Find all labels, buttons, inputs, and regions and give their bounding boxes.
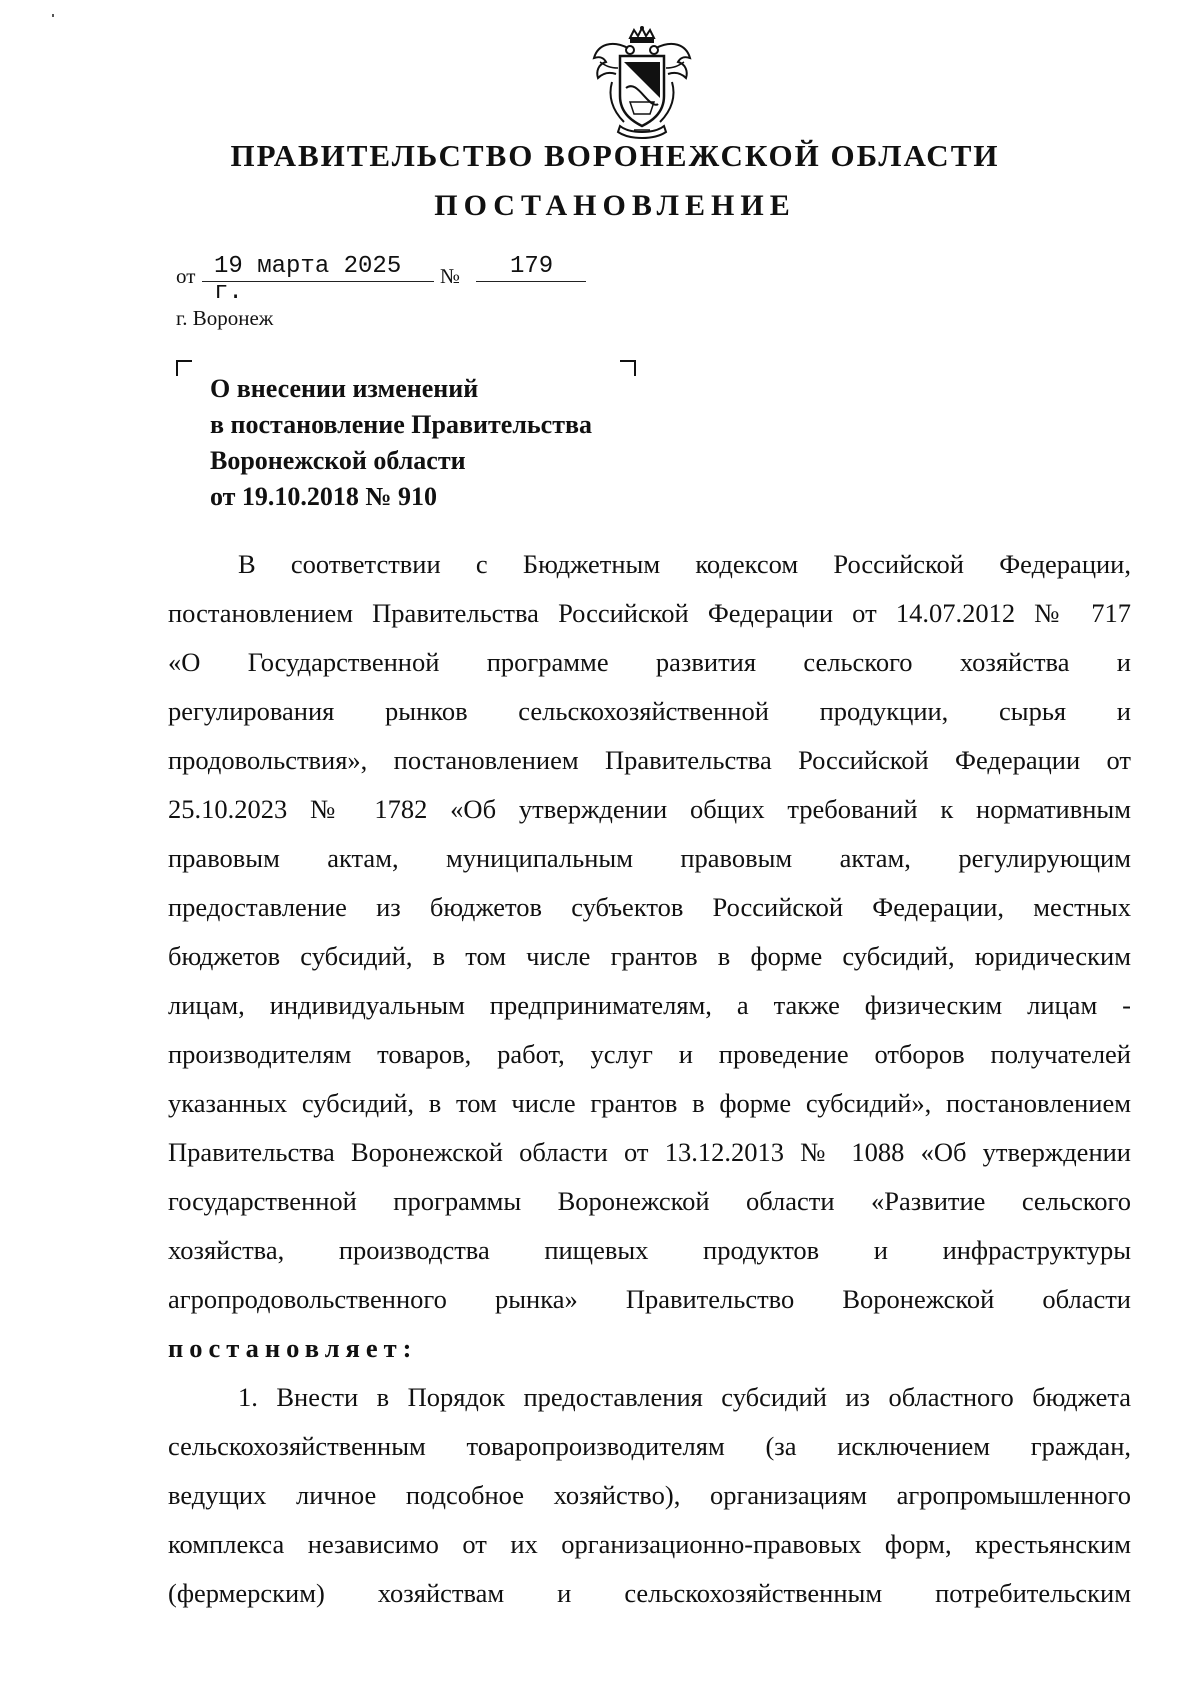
document-type-title: ПОСТАНОВЛЕНИЕ [434,189,796,222]
body-line: ведущих личное подсобное хозяйство), организациям агропромышленного [168,1480,1131,1510]
body-line: бюджетов субсидий, в том числе грантов в форме субсидий, юридическим [168,941,1131,971]
body-line: В соответствии с Бюджетным кодексом Российской Федерации, [238,549,1131,579]
body-line: регулирования рынков сельскохозяйственной продукции, сырья и [168,696,1131,726]
body-line: государственной программы Воронежской области «Развитие сельского [168,1186,1131,1216]
subject-corner-right [620,360,636,376]
resolves-keyword: постановляет: [168,1333,418,1363]
document-body [168,540,1131,1618]
body-line: продовольствия», постановлением Правительства Российской Федерации от [168,745,1131,775]
body-line: предоставление из бюджетов субъектов Российской Федерации, местных [168,892,1131,922]
coat-of-arms-emblem [590,26,694,142]
city-label: г. Воронеж [176,306,274,330]
body-line: (фермерским) хозяйствам и сельскохозяйственным потребительским [168,1578,1131,1608]
body-line: хозяйства, производства пищевых продуктов и инфраструктуры [168,1235,1131,1265]
from-label: от [176,264,196,288]
subject-line: О внесении изменений [210,374,479,403]
body-line: указанных субсидий, в том числе грантов в форме субсидий», постановлением [168,1088,1131,1118]
body-line: сельскохозяйственным товаропроизводителям (за исключением граждан, [168,1431,1131,1461]
scan-speck [52,14,54,17]
government-title: ПРАВИТЕЛЬСТВО ВОРОНЕЖСКОЙ ОБЛАСТИ [230,138,1000,173]
body-line: 1. Внести в Порядок предоставления субсидий из областного бюджета [238,1382,1131,1412]
document-subject [210,371,592,515]
date-number-line [176,253,656,306]
body-line: лицам, индивидуальным предпринимателям, а также физическим лицам - [168,990,1131,1020]
body-line: комплекса независимо от их организационно-правовых форм, крестьянским [168,1529,1131,1559]
document-number: 179 [476,254,586,282]
subject-corner-left [176,360,192,376]
subject-line: от 19.10.2018 № 910 [210,482,438,511]
body-line: 25.10.2023 № 1782 «Об утверждении общих требований к нормативным [168,794,1131,824]
number-label: № [440,264,461,288]
body-line: правовым актам, муниципальным правовым актам, регулирующим [168,843,1131,873]
body-line: «О Государственной программе развития сельского хозяйства и [168,647,1131,677]
document-date: 19 марта 2025 г. [202,254,434,282]
body-line: производителям товаров, работ, услуг и проведение отборов получателей [168,1039,1131,1069]
body-line: постановлением Правительства Российской Федерации от 14.07.2012 № 717 [168,598,1131,628]
subject-line: Воронежской области [210,446,466,475]
subject-line: в постановление Правительства [210,410,593,439]
body-line: агропродовольственного рынка» Правительство Воронежской области [168,1284,1131,1314]
body-line: Правительства Воронежской области от 13.12.2013 № 1088 «Об утверждении [168,1137,1131,1167]
